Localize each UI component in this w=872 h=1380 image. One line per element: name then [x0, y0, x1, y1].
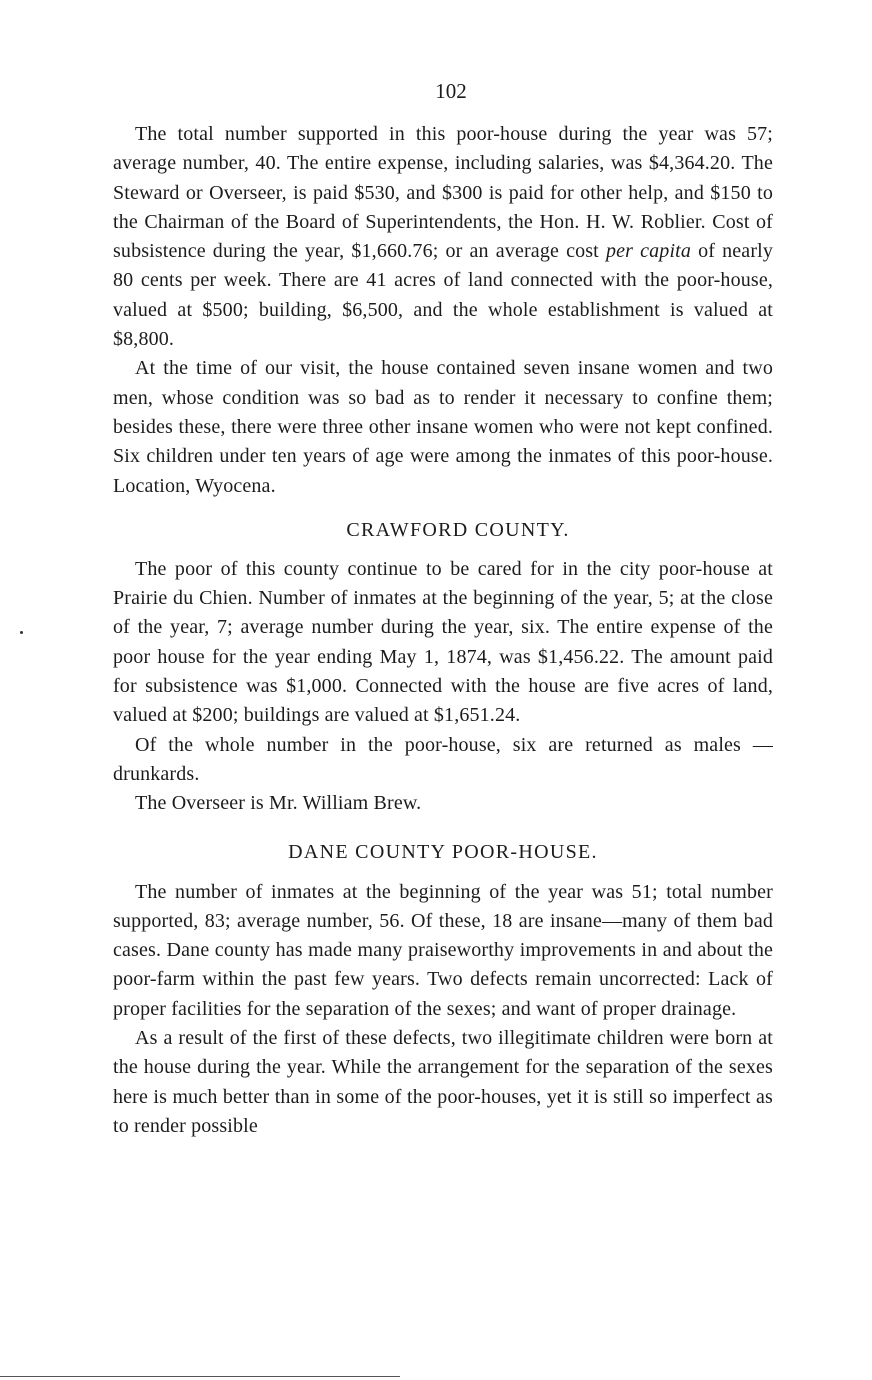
page-bottom-rule [0, 1376, 400, 1377]
paragraph-crawford-males: Of the whole number in the poor-house, six are returned as males —drunkards. [113, 733, 773, 785]
paragraph-insane-inmates: At the time of our visit, the house contained seven insane women and two men, whose condition was so bad as to render it necessary to confine them; besides these, there were three other insane women who were not kept confined. Six children under ten years of age were among the inmates of this poor-house. Location, Wyocena. [113, 357, 773, 497]
section-heading-dane-county: DANE COUNTY POOR-HOUSE. [288, 840, 598, 863]
ink-speck [20, 631, 23, 634]
paragraph-crawford-poor: The poor of this county continue to be cared for in the city poor-house at Prairie du Chien. Number of inmates at the beginning of the year, 5; at the close of the year, 7; average number during the year, six. The entire expense of the poor house for the year ending May 1, 1874, was $1,456.22. The amount paid for subsistence was $1,000. Connected with the house are five acres of land, valued at $200; buildings are valued at $1,651.24. [113, 557, 773, 727]
page-number: 102 [435, 79, 467, 103]
paragraph-text: The total number supported in this poor-house during the year was 57; average number, 40. The entire expense, including salaries, was $4,364.20. The Steward or Overseer, is paid $530, and $300 is paid for other help, and $150 to the Chairman of the Board of Superintendents, the Hon. H. W. Roblier. Cost of subsistence during the year, $1,660.76; or an average cost [113, 123, 773, 263]
italic-phrase: per capita [605, 240, 692, 263]
paragraph-crawford-overseer: The Overseer is Mr. William Brew. [135, 792, 422, 815]
paragraph-dane-defects: As a result of the first of these defects, two illegitimate children were born at the house during the year. While the arrangement for the separation of the sexes here is much better than in some of the poor-houses, yet it is still so imperfect as to render possible [113, 1027, 773, 1137]
paragraph-columbia-poorhouse-stats [113, 120, 773, 354]
document-page [113, 78, 773, 1141]
paragraph-dane-inmates: The number of inmates at the beginning of the year was 51; total number supported, 83; average number, 56. Of these, 18 are insane—many of them bad cases. Dane county has made many praiseworthy improvements in and about the poor-farm within the past few years. Two defects remain uncorrected: Lack of proper facilities for the separation of the sexes; and want of proper drainage. [113, 880, 773, 1020]
section-heading-crawford-county: CRAWFORD COUNTY. [346, 518, 570, 541]
paragraph-text: of nearly 80 cents per week. There are 41 acres of land connected with the poor-house, valued at $500; building, $6,500, and the whole establishment is valued at $8,800. [113, 240, 773, 351]
